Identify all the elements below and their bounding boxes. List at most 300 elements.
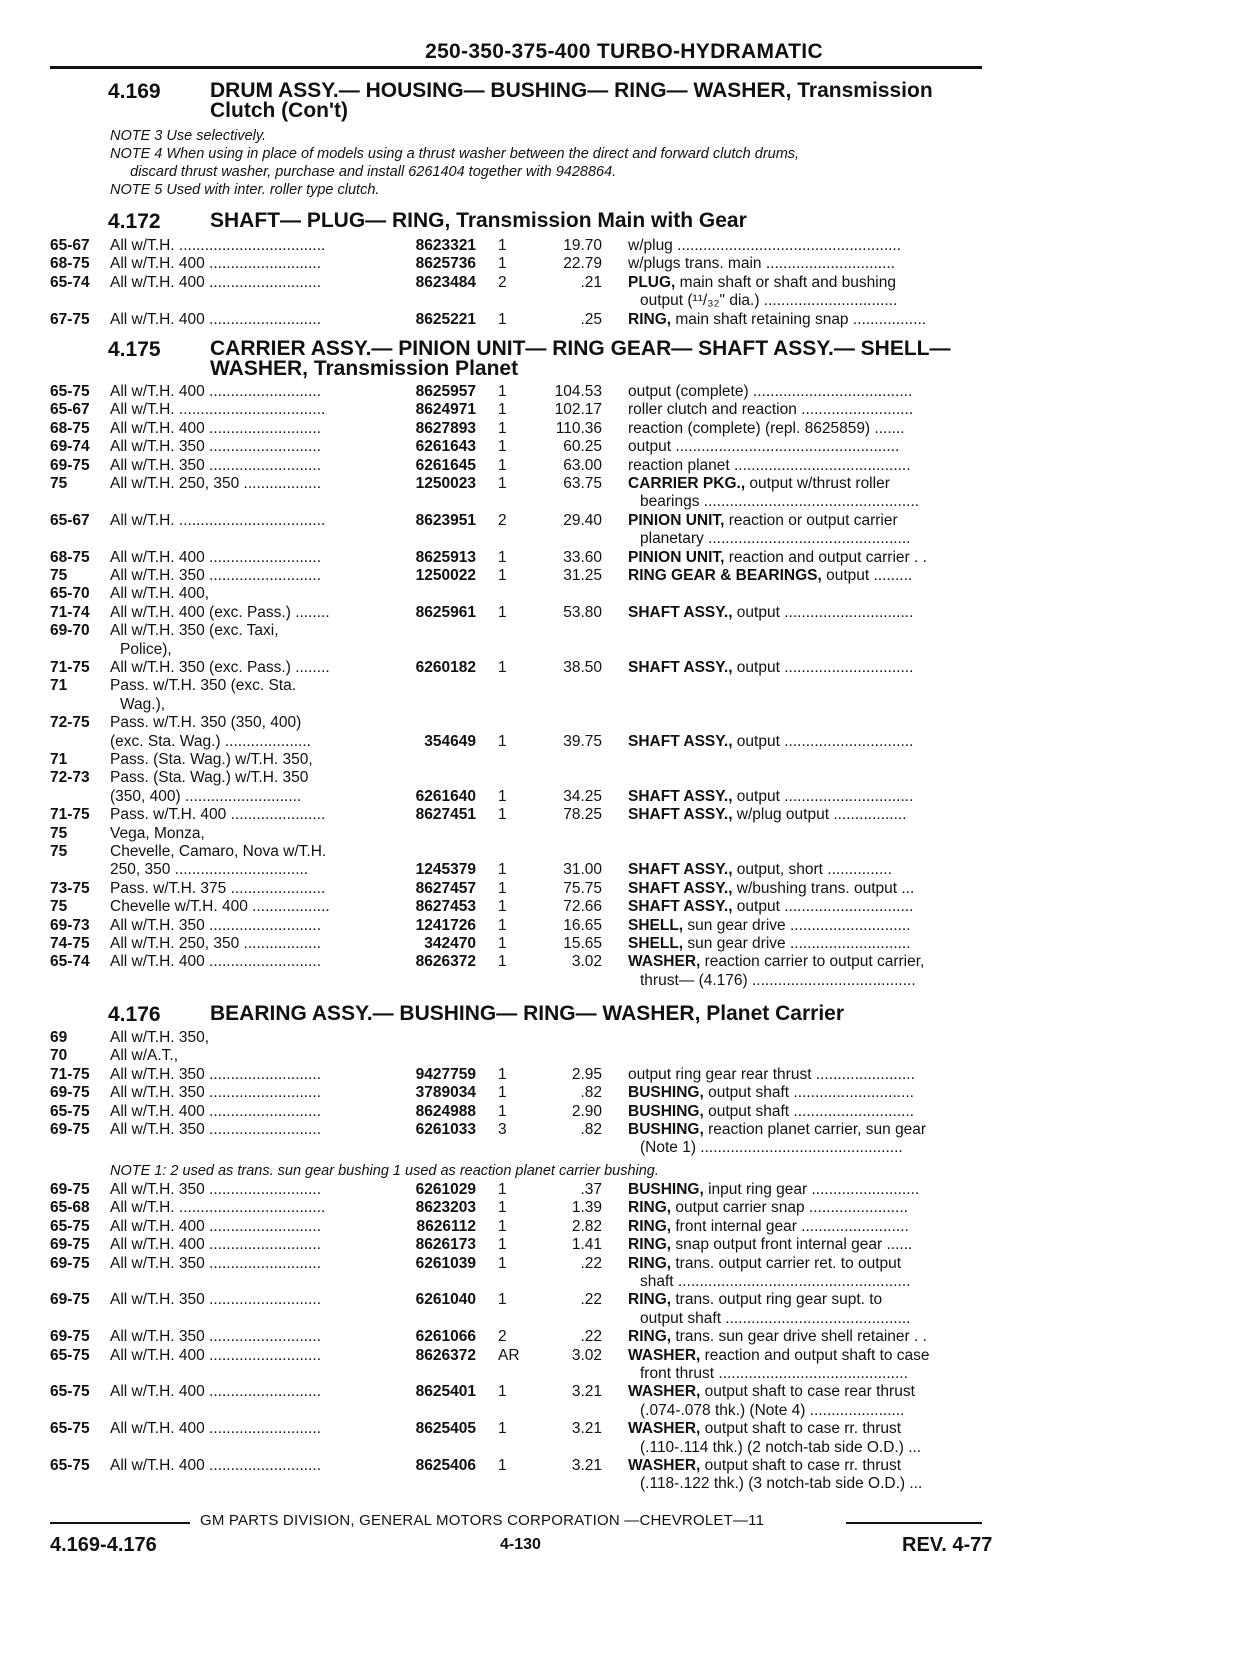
price: 110.36 (555, 419, 602, 437)
section-number: 4.172 (108, 210, 161, 233)
description: SHELL, sun gear drive ............................ (628, 916, 911, 934)
description-keyword: SHAFT ASSY., (628, 898, 733, 916)
description: reaction (complete) (repl. 8625859) ....... (628, 419, 905, 437)
part-number: 1250022 (415, 567, 476, 584)
quantity: 1 (498, 548, 507, 566)
description: BUSHING, output shaft ............................ (628, 1084, 914, 1102)
application: All w/T.H. 350 .......................... (110, 1084, 322, 1102)
application: All w/T.H. 350 .......................... (110, 456, 322, 474)
price: 22.79 (563, 255, 602, 273)
description: w/plugs trans. main .............................. (628, 255, 896, 273)
price: .82 (580, 1084, 602, 1102)
section-title: DRUM ASSY.— HOUSING— BUSHING— RING— WASHER, Transmission Clutch (Con't) (210, 79, 933, 122)
part-number: 8625957 (415, 383, 476, 400)
part-number: 8625221 (415, 310, 476, 328)
application: All w/T.H. 400 .......................... (110, 1217, 322, 1235)
description: output (complete) ..................................... (628, 383, 913, 400)
quantity: 1 (498, 1291, 507, 1309)
part-number: 6261066 (415, 1328, 476, 1346)
application-continued: Police), (120, 640, 172, 658)
description: BUSHING, output shaft ............................ (628, 1102, 914, 1120)
year-range: 71-75 (50, 1065, 90, 1083)
part-number: 3789034 (415, 1084, 476, 1102)
description-keyword: PINION UNIT, (628, 548, 725, 566)
application-continued: Wag.), (120, 695, 166, 713)
quantity: 1 (498, 953, 507, 971)
description-keyword: RING, (628, 1254, 672, 1272)
year-range: 69-75 (50, 456, 90, 474)
application: 250, 350 ............................... (110, 861, 309, 879)
description: RING, trans. output ring gear supt. to (628, 1291, 883, 1309)
description-continued: planetary ............................................... (640, 530, 911, 548)
footer-revision: REV. 4-77 (902, 1534, 993, 1556)
description: WASHER, output shaft to case rr. thrust (628, 1420, 902, 1438)
description-keyword: RING, (628, 1199, 672, 1217)
application: Pass. w/T.H. 375 ...................... (110, 879, 326, 897)
quantity: 1 (498, 1254, 507, 1272)
part-number: 8625401 (415, 1383, 476, 1401)
year-range: 75 (50, 843, 68, 860)
quantity: 1 (498, 861, 507, 879)
quantity: 1 (498, 1181, 507, 1198)
description-keyword: CARRIER PKG., (628, 475, 746, 492)
description: SHAFT ASSY., w/plug output ................. (628, 806, 907, 824)
description-continued: (.110-.114 thk.) (2 notch-tab side O.D.) ... (640, 1438, 922, 1456)
description: CARRIER PKG., output w/thrust roller (628, 475, 890, 492)
description: BUSHING, input ring gear ......................... (628, 1181, 920, 1198)
part-number: 6261640 (415, 787, 476, 805)
year-range: 74-75 (50, 935, 90, 952)
price: 2.82 (571, 1217, 602, 1235)
quantity: AR (498, 1346, 520, 1364)
year-range: 65-75 (50, 1383, 90, 1401)
section-number: 4.175 (108, 338, 161, 361)
description-continued: output shaft ........................................... (640, 1309, 911, 1327)
application: All w/T.H. 350, (110, 1029, 210, 1046)
application: All w/T.H. 400 .......................... (110, 1236, 322, 1254)
application: All w/T.H. 400 .......................... (110, 255, 322, 273)
price: 3.21 (571, 1457, 602, 1474)
quantity: 1 (498, 935, 507, 952)
application: All w/T.H. 350 .......................... (110, 1254, 322, 1272)
quantity: 1 (498, 916, 507, 934)
application: All w/T.H. 400 (exc. Pass.) ........ (110, 603, 330, 621)
price: 39.75 (563, 732, 602, 750)
section-number: 4.169 (108, 80, 161, 103)
application: All w/T.H. 350 (exc. Taxi, (110, 622, 279, 640)
year-range: 75 (50, 824, 68, 842)
application: Chevelle, Camaro, Nova w/T.H. (110, 843, 327, 860)
application: Pass. (Sta. Wag.) w/T.H. 350, (110, 751, 313, 768)
description-continued: (.074-.078 thk.) (Note 4) ...................... (640, 1401, 905, 1419)
year-range: 69-75 (50, 1291, 90, 1309)
quantity: 1 (498, 1217, 507, 1235)
year-range: 69-73 (50, 916, 90, 934)
part-number: 354649 (424, 732, 476, 750)
footer-rule-left (50, 1522, 190, 1524)
header-rule (50, 66, 982, 69)
part-number: 8623321 (415, 237, 476, 254)
year-range: 65-75 (50, 1420, 90, 1438)
year-range: 68-75 (50, 419, 90, 437)
price: .82 (580, 1121, 602, 1138)
description: output .................................................... (628, 438, 900, 456)
application: Pass. (Sta. Wag.) w/T.H. 350 (110, 769, 309, 787)
price: 60.25 (563, 438, 602, 456)
year-range: 69-74 (50, 438, 90, 456)
description: w/plug .................................................... (628, 237, 902, 254)
description-continued: bearings .................................................. (640, 493, 920, 511)
description: SHAFT ASSY., output, short ............... (628, 861, 892, 879)
part-number: 8626372 (415, 953, 476, 971)
price: .21 (580, 273, 602, 291)
description-keyword: SHELL, (628, 935, 684, 952)
footer-corporation: GM PARTS DIVISION, GENERAL MOTORS CORPORATION —CHEVROLET—11 (200, 1512, 765, 1529)
description-keyword: WASHER, (628, 1420, 701, 1438)
price: 53.80 (563, 603, 602, 621)
year-range: 68-75 (50, 255, 90, 273)
year-range: 69-75 (50, 1084, 90, 1102)
year-range: 65-67 (50, 237, 90, 254)
part-number: 6261040 (415, 1291, 476, 1309)
description: PINION UNIT, reaction and output carrier . . (628, 548, 927, 566)
footer-rule-right (846, 1522, 982, 1524)
price: 1.41 (571, 1236, 602, 1254)
year-range: 69-75 (50, 1181, 90, 1198)
quantity: 1 (498, 1236, 507, 1254)
year-range: 71-75 (50, 659, 90, 676)
part-number: 6261029 (415, 1181, 476, 1198)
description: SHAFT ASSY., output .............................. (628, 659, 914, 676)
note-line: NOTE 5 Used with inter. roller type clutch. (110, 182, 380, 198)
description-keyword: SHAFT ASSY., (628, 861, 733, 879)
price: .22 (580, 1291, 602, 1309)
quantity: 1 (498, 879, 507, 897)
description-keyword: SHAFT ASSY., (628, 879, 733, 897)
description: WASHER, output shaft to case rear thrust (628, 1383, 915, 1401)
application: All w/T.H. .................................. (110, 237, 326, 254)
part-number: 1241726 (415, 916, 476, 934)
quantity: 1 (498, 1084, 507, 1102)
description-keyword: SHELL, (628, 916, 684, 934)
description: PLUG, main shaft or shaft and bushing (628, 273, 896, 291)
description-keyword: BUSHING, (628, 1102, 704, 1120)
description-keyword: SHAFT ASSY., (628, 732, 733, 750)
year-range: 71-74 (50, 603, 90, 621)
application: All w/T.H. 400 .......................... (110, 419, 322, 437)
footer-section-range: 4.169-4.176 (50, 1534, 157, 1556)
application: All w/T.H. 400 .......................... (110, 273, 322, 291)
description-keyword: SHAFT ASSY., (628, 787, 733, 805)
quantity: 1 (498, 1457, 507, 1474)
quantity: 1 (498, 255, 507, 273)
description-continued: front thrust ............................................ (640, 1365, 908, 1382)
price: .25 (580, 310, 602, 328)
part-number: 8627451 (415, 806, 476, 824)
part-number: 342470 (424, 935, 476, 952)
description-keyword: RING, (628, 1236, 672, 1254)
part-number: 6261033 (415, 1121, 476, 1138)
quantity: 1 (498, 1102, 507, 1120)
year-range: 65-74 (50, 953, 90, 971)
quantity: 1 (498, 456, 507, 474)
application: (350, 400) ........................... (110, 787, 302, 805)
quantity: 2 (498, 1328, 507, 1346)
description: RING, snap output front internal gear ...... (628, 1236, 913, 1254)
quantity: 2 (498, 511, 507, 529)
description: SHAFT ASSY., output .............................. (628, 787, 914, 805)
price: 2.95 (571, 1065, 602, 1083)
price: 19.70 (563, 237, 602, 254)
part-number: 1250023 (415, 475, 476, 492)
year-range: 65-75 (50, 1457, 90, 1474)
price: .37 (580, 1181, 602, 1198)
quantity: 1 (498, 310, 507, 328)
section-title: BEARING ASSY.— BUSHING— RING— WASHER, Planet Carrier (210, 1002, 844, 1025)
year-range: 65-75 (50, 1217, 90, 1235)
application: All w/T.H. 350 .......................... (110, 1181, 322, 1198)
application: All w/T.H. 400 .......................... (110, 1383, 322, 1401)
year-range: 70 (50, 1047, 68, 1065)
application: Chevelle w/T.H. 400 .................. (110, 898, 330, 916)
price: 15.65 (563, 935, 602, 952)
part-number: 8624988 (415, 1102, 476, 1120)
description: WASHER, output shaft to case rr. thrust (628, 1457, 902, 1474)
part-number: 8627893 (415, 419, 476, 437)
description-continued: shaft ...................................................... (640, 1273, 911, 1290)
year-range: 65-75 (50, 383, 90, 400)
quantity: 1 (498, 603, 507, 621)
year-range: 65-70 (50, 585, 90, 603)
price: 34.25 (563, 787, 602, 805)
application: All w/T.H. 350 .......................... (110, 1121, 322, 1138)
section-number: 4.176 (108, 1003, 161, 1026)
price: 72.66 (563, 898, 602, 916)
year-range: 69-75 (50, 1236, 90, 1254)
year-range: 65-68 (50, 1199, 90, 1217)
price: .22 (580, 1328, 602, 1346)
price: 31.00 (563, 861, 602, 879)
description: output ring gear rear thrust ....................... (628, 1065, 915, 1083)
description-keyword: BUSHING, (628, 1084, 704, 1102)
description-keyword: BUSHING, (628, 1181, 704, 1198)
part-number: 8625406 (415, 1457, 476, 1474)
description: roller clutch and reaction .......................... (628, 401, 914, 419)
note-line: discard thrust washer, purchase and install 6261404 together with 9428864. (110, 164, 617, 180)
description: BUSHING, reaction planet carrier, sun gear (628, 1121, 927, 1138)
description-keyword: BUSHING, (628, 1121, 704, 1138)
quantity: 1 (498, 1420, 507, 1438)
price: 3.21 (571, 1420, 602, 1438)
application: All w/T.H. 350 (exc. Pass.) ........ (110, 659, 330, 676)
price: 104.53 (554, 383, 602, 400)
part-number: 8625405 (415, 1420, 476, 1438)
application: Vega, Monza, (110, 824, 205, 842)
description: RING, front internal gear ......................... (628, 1217, 909, 1235)
description: RING, trans. output carrier ret. to output (628, 1254, 902, 1272)
description-keyword: RING GEAR & BEARINGS, (628, 567, 822, 584)
application: All w/T.H. 400 .......................... (110, 1457, 322, 1474)
price: 75.75 (563, 879, 602, 897)
part-number: 6261039 (415, 1254, 476, 1272)
note-line: NOTE 3 Use selectively. (110, 128, 267, 144)
application: All w/T.H. 400 .......................... (110, 1102, 322, 1120)
quantity: 1 (498, 787, 507, 805)
footer-page-number: 4-130 (500, 1536, 541, 1553)
application: All w/T.H. 250, 350 .................. (110, 475, 322, 492)
description-keyword: RING, (628, 310, 672, 328)
quantity: 1 (498, 1065, 507, 1083)
quantity: 1 (498, 1383, 507, 1401)
price: 2.90 (571, 1102, 602, 1120)
description: SHAFT ASSY., w/bushing trans. output ... (628, 879, 915, 897)
application: All w/T.H. 400 .......................... (110, 1346, 322, 1364)
price: 3.02 (571, 953, 602, 971)
year-range: 72-73 (50, 769, 90, 787)
quantity: 1 (498, 1199, 507, 1217)
year-range: 75 (50, 898, 68, 916)
application: All w/T.H. 350 .......................... (110, 1291, 322, 1309)
description: reaction planet ......................................... (628, 456, 911, 474)
application: All w/T.H. 350 .......................... (110, 1328, 322, 1346)
description: RING GEAR & BEARINGS, output ......... (628, 567, 913, 584)
description-continued: (Note 1) ............................................... (640, 1139, 903, 1157)
price: 38.50 (563, 659, 602, 676)
quantity: 1 (498, 383, 507, 400)
part-number: 8623484 (415, 273, 476, 291)
application: All w/T.H. .................................. (110, 401, 326, 419)
description-keyword: SHAFT ASSY., (628, 603, 733, 621)
description-keyword: WASHER, (628, 1383, 701, 1401)
description-keyword: RING, (628, 1217, 672, 1235)
quantity: 1 (498, 419, 507, 437)
description: WASHER, reaction and output shaft to case (628, 1346, 930, 1364)
description-keyword: PLUG, (628, 273, 676, 291)
description: PINION UNIT, reaction or output carrier (628, 511, 898, 529)
part-number: 8625961 (415, 603, 476, 621)
quantity: 1 (498, 567, 507, 584)
year-range: 65-74 (50, 273, 90, 291)
year-range: 68-75 (50, 548, 90, 566)
page-header-title: 250-350-375-400 TURBO-HYDRAMATIC (425, 40, 823, 63)
application: All w/T.H. 350 .......................... (110, 916, 322, 934)
application: All w/T.H. 400 .......................... (110, 310, 322, 328)
part-number: 8626112 (416, 1217, 476, 1235)
price: 33.60 (563, 548, 602, 566)
description-keyword: RING, (628, 1291, 672, 1309)
description: SHAFT ASSY., output .............................. (628, 603, 914, 621)
price: 3.02 (571, 1346, 602, 1364)
year-range: 71 (50, 677, 68, 695)
quantity: 1 (498, 401, 507, 419)
application: All w/T.H. 350 .......................... (110, 1065, 322, 1083)
section-title: CARRIER ASSY.— PINION UNIT— RING GEAR— SHAFT ASSY.— SHELL— WASHER, Transmission Planet (210, 337, 951, 380)
description-keyword: WASHER, (628, 1346, 701, 1364)
price: 29.40 (563, 511, 602, 529)
part-number: 8627453 (415, 898, 476, 916)
description-continued: thrust— (4.176) ...................................... (640, 971, 916, 989)
price: 16.65 (563, 916, 602, 934)
quantity: 1 (498, 806, 507, 824)
part-number: 9427759 (415, 1065, 476, 1083)
price: 1.39 (571, 1199, 602, 1217)
year-range: 65-75 (50, 1102, 90, 1120)
application: All w/T.H. 400 .......................... (110, 1420, 322, 1438)
description-continued: (.118-.122 thk.) (3 notch-tab side O.D.) ... (640, 1475, 923, 1493)
price: 78.25 (563, 806, 602, 824)
year-range: 65-67 (50, 401, 90, 419)
description: RING, output carrier snap ....................... (628, 1199, 908, 1217)
part-number: 8626372 (415, 1346, 476, 1364)
year-range: 69-70 (50, 622, 90, 640)
quantity: 2 (498, 273, 507, 291)
year-range: 73-75 (50, 879, 90, 897)
note-line: NOTE 4 When using in place of models using a thrust washer between the direct and forward clutch drums, (110, 146, 800, 162)
price: 102.17 (554, 401, 602, 419)
application: Pass. w/T.H. 350 (350, 400) (110, 714, 302, 732)
year-range: 65-67 (50, 511, 90, 529)
price: .22 (580, 1254, 602, 1272)
part-number: 1245379 (415, 861, 476, 879)
application: All w/T.H. 400, (110, 585, 210, 603)
year-range: 75 (50, 567, 68, 584)
quantity: 1 (498, 237, 507, 254)
application: All w/T.H. 400 .......................... (110, 383, 322, 400)
description-keyword: SHAFT ASSY., (628, 806, 733, 824)
quantity: 1 (498, 659, 507, 676)
application: All w/T.H. 350 .......................... (110, 567, 322, 584)
year-range: 69 (50, 1029, 68, 1046)
description: SHAFT ASSY., output .............................. (628, 732, 914, 750)
application: All w/T.H. 250, 350 .................. (110, 935, 322, 952)
application: Pass. w/T.H. 350 (exc. Sta. (110, 677, 297, 695)
part-number: 6260182 (415, 659, 476, 676)
part-number: 8626173 (415, 1236, 476, 1254)
part-number: 8625736 (415, 255, 476, 273)
application: All w/A.T., (110, 1047, 179, 1065)
year-range: 69-75 (50, 1328, 90, 1346)
part-number: 8627457 (415, 879, 476, 897)
application: (exc. Sta. Wag.) .................... (110, 732, 311, 750)
application: All w/T.H. .................................. (110, 1199, 326, 1217)
quantity: 1 (498, 475, 507, 492)
application: All w/T.H. 350 .......................... (110, 438, 322, 456)
year-range: 69-75 (50, 1121, 90, 1138)
year-range: 65-75 (50, 1346, 90, 1364)
application: All w/T.H. .................................. (110, 511, 326, 529)
application: All w/T.H. 400 .......................... (110, 548, 322, 566)
part-number: 8625913 (415, 548, 476, 566)
description-continued: output (¹¹/₃₂" dia.) ............................... (640, 292, 898, 310)
description-keyword: RING, (628, 1328, 672, 1346)
part-number: 6261645 (415, 456, 476, 474)
description-keyword: SHAFT ASSY., (628, 659, 733, 676)
part-number: 8623203 (415, 1199, 476, 1217)
section-title: SHAFT— PLUG— RING, Transmission Main with Gear (210, 209, 747, 232)
description-keyword: PINION UNIT, (628, 511, 725, 529)
part-number: 6261643 (415, 438, 476, 456)
year-range: 67-75 (50, 310, 90, 328)
quantity: 3 (498, 1121, 507, 1138)
quantity: 1 (498, 732, 507, 750)
description: RING, main shaft retaining snap ................. (628, 310, 927, 328)
description-keyword: WASHER, (628, 953, 701, 971)
year-range: 69-75 (50, 1254, 90, 1272)
quantity: 1 (498, 898, 507, 916)
note-line: NOTE 1: 2 used as trans. sun gear bushing 1 used as reaction planet carrier bushing. (110, 1163, 659, 1179)
year-range: 72-75 (50, 714, 90, 732)
quantity: 1 (498, 438, 507, 456)
